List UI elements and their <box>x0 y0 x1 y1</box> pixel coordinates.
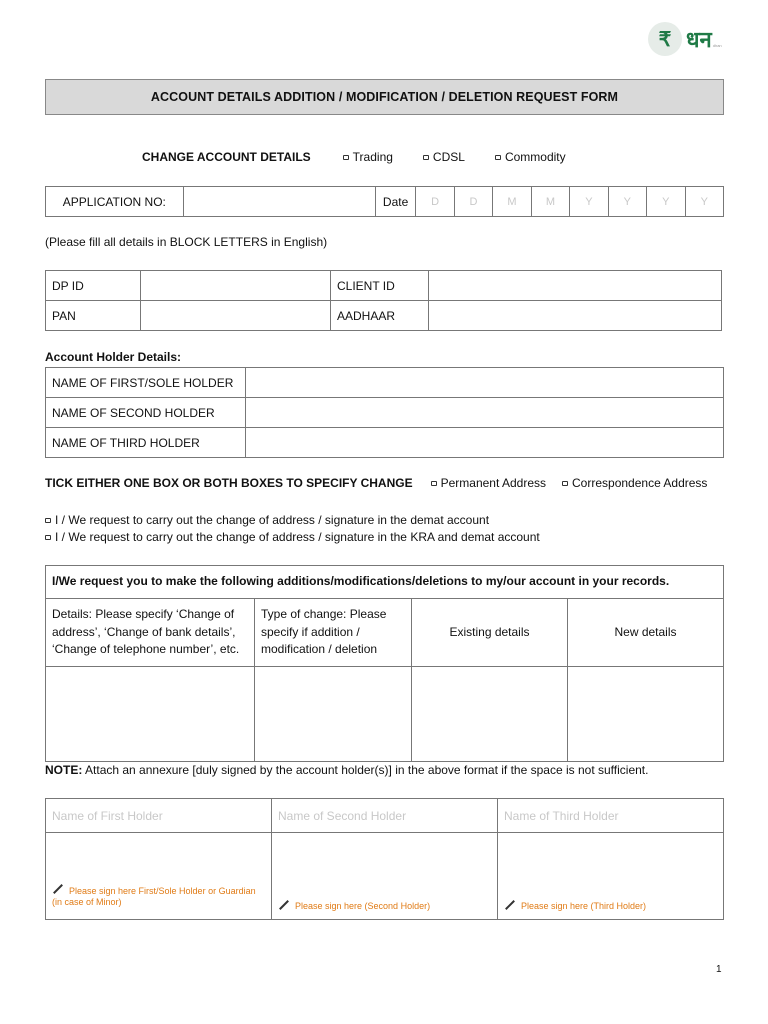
note-bold: NOTE: <box>45 763 83 777</box>
second-holder-name-field[interactable]: Name of Second Holder <box>272 799 498 833</box>
application-no-field[interactable] <box>183 187 375 217</box>
changes-table-heading: I/We request you to make the following additions/modifications/deletions to my/our account in your records. <box>46 566 724 599</box>
changes-table <box>45 565 724 762</box>
client-id-label: CLIENT ID <box>331 271 429 301</box>
page-number: 1 <box>716 964 722 975</box>
holders-table <box>45 367 724 458</box>
col-details-header: Details: Please specify ‘Change of address’, ‘Change of bank details’, ‘Change of telephone number’, etc. <box>46 599 255 667</box>
option-correspondence-address[interactable]: Correspondence Address <box>562 476 707 490</box>
id-table <box>45 270 722 331</box>
date-label: Date <box>375 187 415 217</box>
annexure-note <box>45 763 648 777</box>
logo-text: धन <box>686 28 712 53</box>
option-trading[interactable]: Trading <box>343 150 393 164</box>
third-holder-name-field[interactable]: Name of Third Holder <box>498 799 724 833</box>
third-holder-signature[interactable] <box>498 833 724 920</box>
col-existing-header: Existing details <box>412 599 568 667</box>
client-id-field[interactable] <box>429 271 722 301</box>
first-holder-name-field[interactable]: Name of First Holder <box>46 799 272 833</box>
second-sign-label: Please sign here (Second Holder) <box>295 901 431 912</box>
aadhaar-label: AADHAAR <box>331 301 429 331</box>
application-table <box>45 186 724 217</box>
checkbox-icon <box>343 155 349 160</box>
option-cdsl[interactable]: CDSL <box>423 150 465 164</box>
change-account-label: CHANGE ACCOUNT DETAILS <box>142 150 311 164</box>
change-account-row <box>142 150 596 164</box>
third-holder-field[interactable] <box>246 428 724 458</box>
col-new-header: New details <box>568 599 724 667</box>
date-year-1[interactable]: Y <box>570 187 608 217</box>
rupee-icon: ₹ <box>648 22 682 56</box>
application-no-label: APPLICATION NO: <box>46 187 184 217</box>
third-sign-label: Please sign here (Third Holder) <box>521 901 647 912</box>
details-cell[interactable] <box>46 667 255 762</box>
date-month-2[interactable]: M <box>531 187 569 217</box>
date-day-1[interactable]: D <box>416 187 454 217</box>
date-year-4[interactable]: Y <box>685 187 723 217</box>
option-permanent-address[interactable]: Permanent Address <box>431 476 546 490</box>
account-holder-details-label: Account Holder Details: <box>45 350 182 364</box>
tick-change-row <box>45 476 723 490</box>
pencil-icon <box>279 900 289 910</box>
existing-cell[interactable] <box>412 667 568 762</box>
request-kra-demat-option[interactable]: I / We request to carry out the change of address / signature in the KRA and demat account <box>45 530 540 544</box>
block-letters-note: (Please fill all details in BLOCK LETTERS in English) <box>45 235 328 249</box>
logo-subtext: dhan <box>712 43 722 48</box>
second-holder-field[interactable] <box>246 398 724 428</box>
checkbox-icon <box>431 481 437 486</box>
checkbox-icon <box>423 155 429 160</box>
date-year-2[interactable]: Y <box>608 187 646 217</box>
type-cell[interactable] <box>255 667 412 762</box>
pan-label: PAN <box>46 301 141 331</box>
col-type-header: Type of change: Please specify if addition / modification / deletion <box>255 599 412 667</box>
first-holder-label: NAME OF FIRST/SOLE HOLDER <box>46 368 246 398</box>
new-cell[interactable] <box>568 667 724 762</box>
first-sign-label: Please sign here First/Sole Holder or Guardian (in case of Minor) <box>52 885 256 908</box>
pencil-icon <box>505 900 515 910</box>
signature-table <box>45 798 724 920</box>
checkbox-icon <box>45 535 51 540</box>
dp-id-label: DP ID <box>46 271 141 301</box>
first-holder-signature[interactable] <box>46 833 272 920</box>
dp-id-field[interactable] <box>141 271 331 301</box>
pencil-icon <box>53 884 63 894</box>
form-title: ACCOUNT DETAILS ADDITION / MODIFICATION / DELETION REQUEST FORM <box>45 79 724 115</box>
aadhaar-field[interactable] <box>429 301 722 331</box>
checkbox-icon <box>495 155 501 160</box>
option-commodity[interactable]: Commodity <box>495 150 566 164</box>
first-holder-field[interactable] <box>246 368 724 398</box>
checkbox-icon <box>562 481 568 486</box>
date-day-2[interactable]: D <box>454 187 492 217</box>
dhan-logo <box>648 22 722 56</box>
third-holder-label: NAME OF THIRD HOLDER <box>46 428 246 458</box>
pan-field[interactable] <box>141 301 331 331</box>
date-month-1[interactable]: M <box>493 187 531 217</box>
note-text: Attach an annexure [duly signed by the account holder(s)] in the above format if the space is not sufficient. <box>82 763 649 777</box>
second-holder-signature[interactable] <box>272 833 498 920</box>
request-demat-option[interactable]: I / We request to carry out the change of address / signature in the demat account <box>45 513 489 527</box>
second-holder-label: NAME OF SECOND HOLDER <box>46 398 246 428</box>
tick-change-label: TICK EITHER ONE BOX OR BOTH BOXES TO SPECIFY CHANGE <box>45 476 413 490</box>
checkbox-icon <box>45 518 51 523</box>
date-year-3[interactable]: Y <box>647 187 685 217</box>
